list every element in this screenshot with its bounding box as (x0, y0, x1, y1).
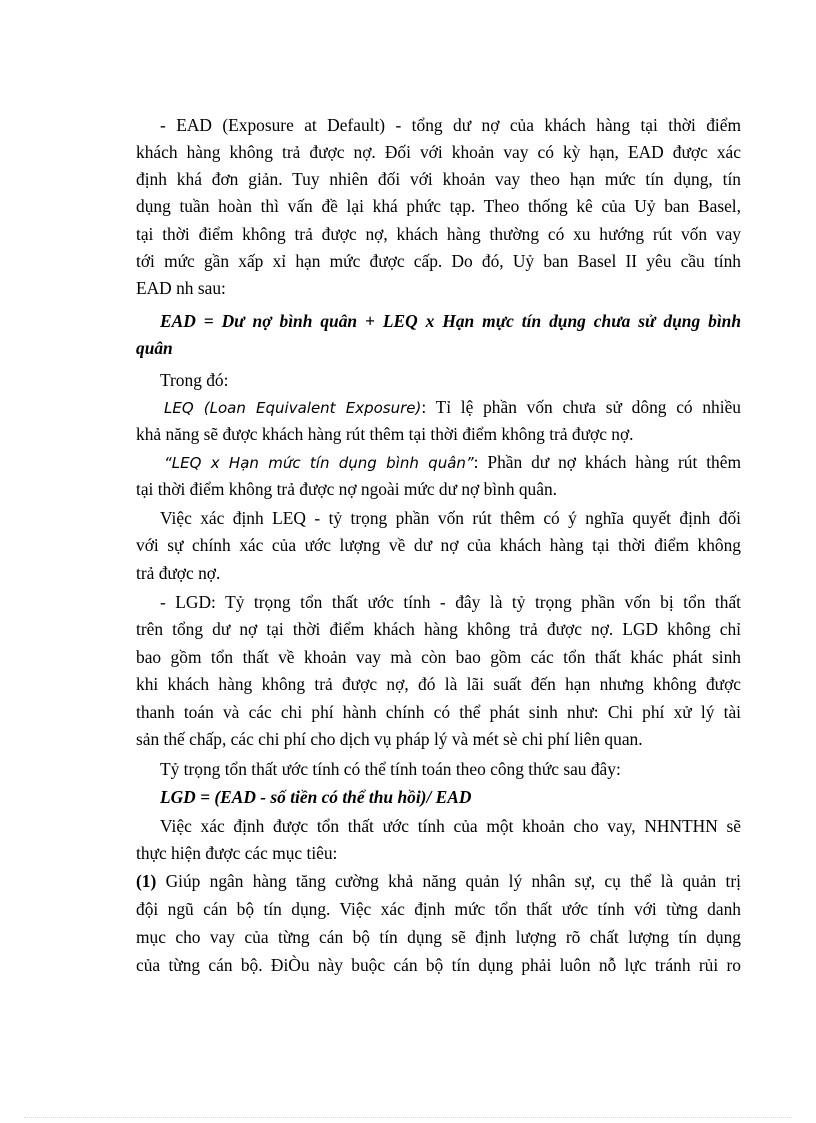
body-line: khách hàng không trả được nợ. Đối với khoản vay có kỳ hạn, EAD được xác (136, 142, 741, 162)
ead-formula: EAD = Dư nợ bình quân + LEQ x Hạn mực tín dụng chưa sử dụng bình (160, 311, 741, 331)
body-line: định khá đơn giản. Tuy nhiên đối với khoản vay theo hạn mức tín dụng, tín (136, 169, 741, 189)
list-item-1-text: Giúp ngân hàng tăng cường khả năng quản lý nhân sự, cụ thể là quản trị (156, 871, 741, 891)
body-line: EAD nh sau: (136, 278, 226, 298)
body-line: Việc xác định được tổn thất ước tính của một khoản cho vay, NHNTHN sẽ (160, 816, 741, 836)
body-line: bao gồm tổn thất về khoản vay mà còn bao gồm các tổn thất khác phát sinh (136, 647, 741, 667)
body-line: mục cho vay của từng cán bộ tín dụng sẽ định lượng rõ chất lượng tín dụng (136, 927, 741, 947)
leq-limit-definition-line (164, 450, 741, 474)
body-line: tại thời điểm không trả được nợ ngoài mức dư nợ bình quân. (136, 479, 558, 499)
body-line: sản thế chấp, các chi phí cho dịch vụ pháp lý và mét sè chi phí liên quan. (136, 729, 643, 749)
body-line: đội ngũ cán bộ tín dụng. Việc xác định mức tổn thất ước tính với từng danh (136, 899, 741, 919)
lgd-definition-line: - LGD: Tỷ trọng tổn thất ước tính - đây là tỷ trọng phần vốn bị tổn thất (160, 592, 741, 612)
where-label: Trong đó: (160, 370, 229, 390)
body-line: trên tổng dư nợ tại thời điểm khách hàng không trả được nợ. LGD không chỉ (136, 619, 741, 639)
leq-definition-line (164, 395, 741, 419)
body-line: dụng tuần hoàn thì vấn đề lại khá phức tạp. Theo thống kê của Uỷ ban Basel, (136, 196, 741, 216)
list-item-1-line (136, 869, 741, 893)
body-line: với sự chính xác của ước lượng về dư nợ của khách hàng tại thời điểm không (136, 535, 741, 555)
leq-limit-definition-text: : Phần dư nợ khách hàng rút thêm (473, 452, 741, 472)
body-line: tại thời điểm không trả được nợ, khách hàng thường có xu hướng rút vốn vay (136, 224, 741, 244)
ead-definition-line: - EAD (Exposure at Default) - tổng dư nợ của khách hàng tại thời điểm (160, 115, 741, 135)
leq-definition-text: : Tỉ lệ phần vốn chưa sử dông có nhiều (421, 397, 741, 417)
leq-limit-term: “LEQ x Hạn mức tín dụng bình quân” (164, 454, 474, 472)
ead-formula-continued: quân (136, 338, 173, 358)
leq-term: LEQ (Loan Equivalent Exposure) (164, 399, 422, 417)
body-line: Việc xác định LEQ - tỷ trọng phần vốn rút thêm có ý nghĩa quyết định đối (160, 508, 741, 528)
list-number-1: (1) (136, 871, 157, 891)
body-line: tới mức gần xấp xỉ hạn mức được cấp. Do đó, Uỷ ban Basel II yêu cầu tính (136, 251, 741, 271)
body-line: thực hiện được các mục tiêu: (136, 843, 338, 863)
body-line: khả năng sẽ được khách hàng rút thêm tại thời điểm không trả được nợ. (136, 424, 634, 444)
body-line: của từng cán bộ. ĐiÒu này buộc cán bộ tín dụng phải luôn nỗ lực tránh rủi ro (136, 955, 741, 975)
body-line: trả được nợ. (136, 563, 221, 583)
body-line: Tỷ trọng tổn thất ước tính có thể tính toán theo công thức sau đây: (160, 759, 621, 779)
body-line: thanh toán và các chi phí hành chính có thể phát sinh như: Chi phí xử lý tài (136, 702, 741, 722)
body-line: khi khách hàng không trả được nợ, đó là lãi suất đến hạn nhưng không được (136, 674, 741, 694)
lgd-formula: LGD = (EAD - số tiền có thể thu hồi)/ EAD (160, 787, 472, 807)
page-bottom-divider (24, 1117, 792, 1118)
